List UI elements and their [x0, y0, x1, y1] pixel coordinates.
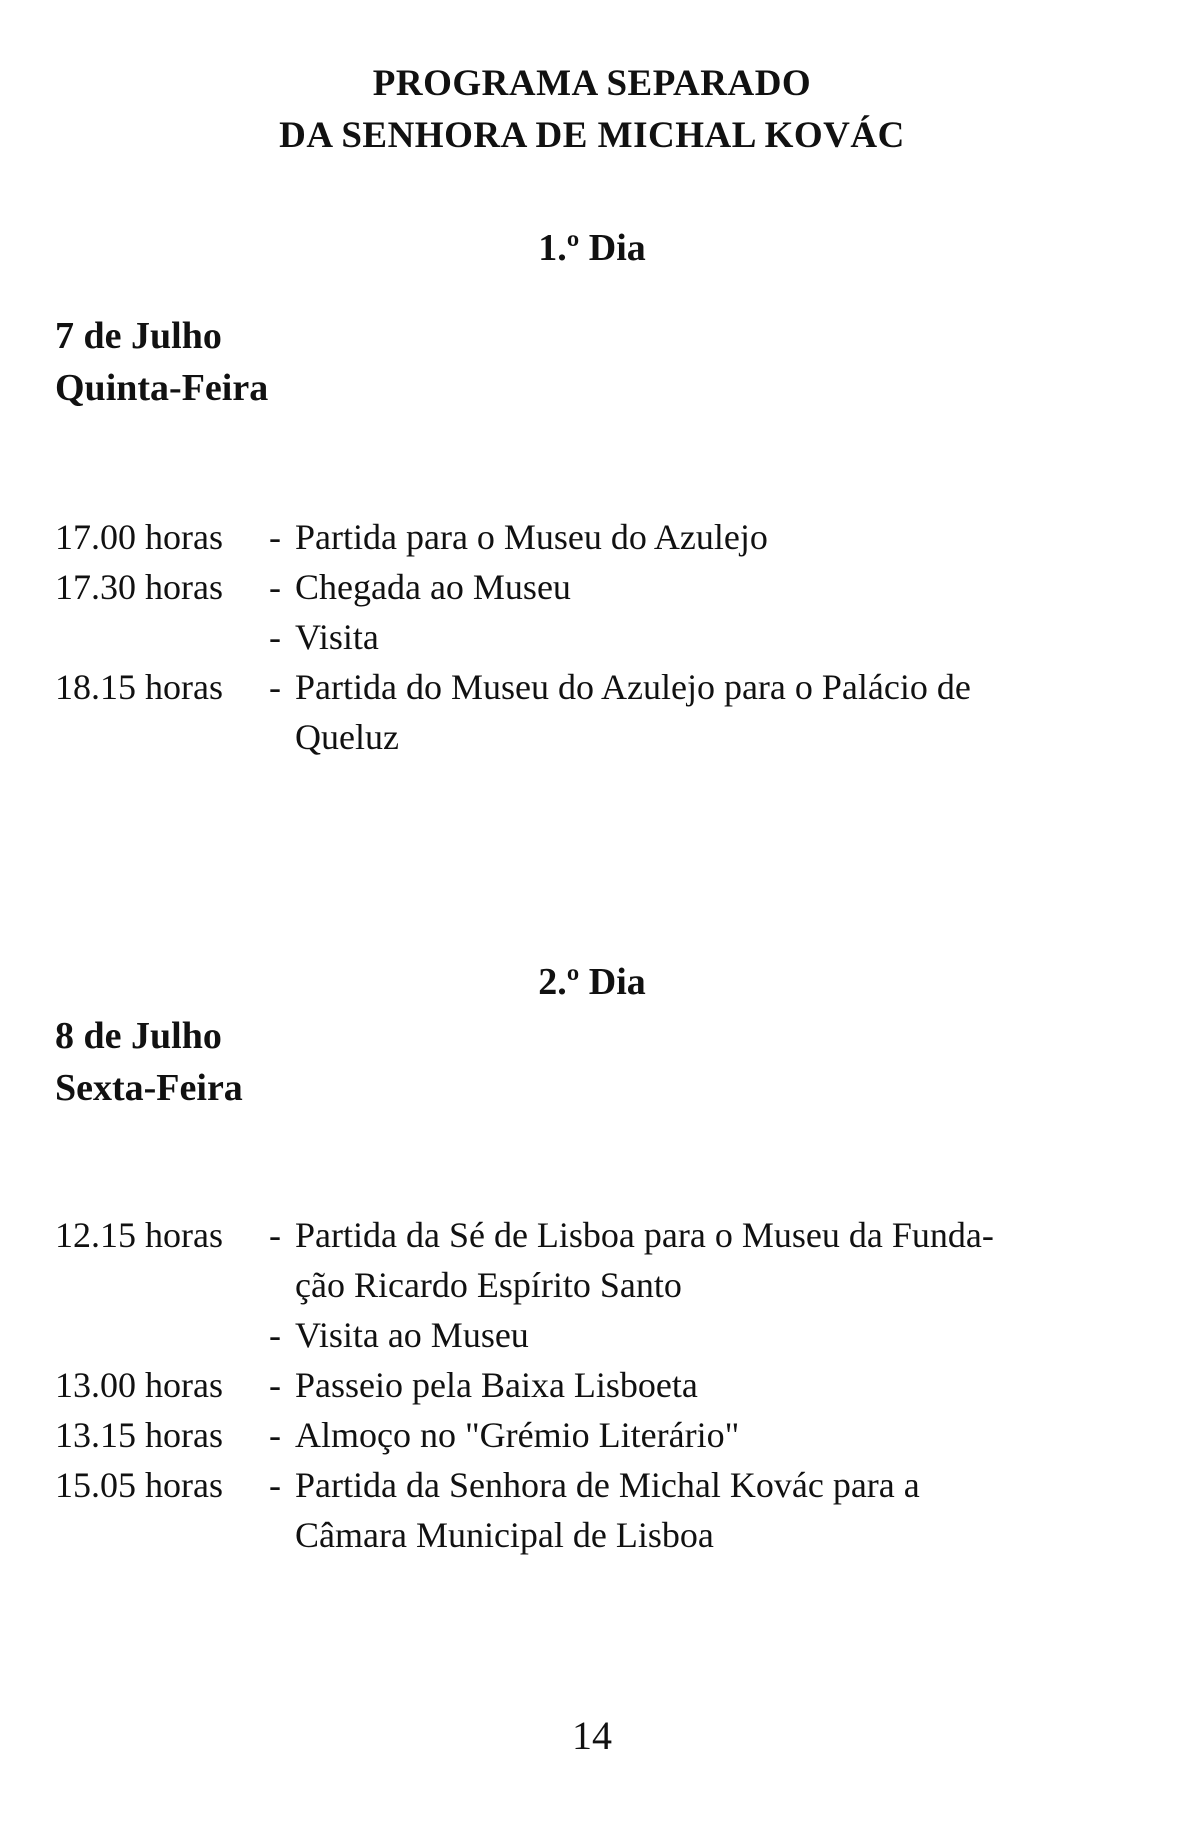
schedule-row: [55, 562, 1135, 612]
schedule-time: 17.00 horas: [55, 517, 223, 557]
schedule-time: 15.05 horas: [55, 1465, 223, 1505]
schedule-description: [295, 662, 1135, 762]
day-2-heading: 2.º Dia: [538, 961, 646, 1003]
day-1-schedule: [55, 512, 1135, 762]
day-2-date-label: 8 de Julho: [55, 1015, 222, 1057]
schedule-dash: -: [269, 1315, 281, 1355]
schedule-text-line: ção Ricardo Espírito Santo: [295, 1265, 682, 1305]
schedule-time: 12.15 horas: [55, 1215, 223, 1255]
schedule-row: [55, 512, 1135, 562]
day-2-weekday: Sexta-Feira: [55, 1067, 243, 1109]
schedule-text-line: Almoço no "Grémio Literário": [295, 1415, 740, 1455]
schedule-row: [55, 1310, 1135, 1360]
title-line-2: DA SENHORA DE MICHAL KOVÁC: [279, 115, 905, 156]
schedule-row: [55, 1210, 1135, 1310]
schedule-text-line: Visita ao Museu: [295, 1315, 529, 1355]
title-line-1: PROGRAMA SEPARADO: [372, 63, 812, 104]
schedule-row: [55, 662, 1135, 762]
schedule-description: [295, 562, 1135, 612]
schedule-description: [295, 612, 1135, 662]
schedule-description: [295, 1310, 1135, 1360]
schedule-time: 13.15 horas: [55, 1415, 223, 1455]
schedule-text-line: Câmara Municipal de Lisboa: [295, 1515, 714, 1555]
day-1-weekday: Quinta-Feira: [55, 367, 269, 409]
schedule-row: [55, 1410, 1135, 1460]
schedule-description: [295, 1210, 1135, 1310]
schedule-dash: -: [269, 1215, 281, 1255]
schedule-dash: -: [269, 667, 281, 707]
schedule-dash: -: [269, 567, 281, 607]
schedule-description: [295, 1360, 1135, 1410]
schedule-text-line: Partida da Senhora de Michal Kovác para a: [295, 1465, 920, 1505]
schedule-row: [55, 1460, 1135, 1560]
schedule-description: [295, 512, 1135, 562]
schedule-text-line: Visita: [295, 617, 379, 657]
schedule-dash: -: [269, 1365, 281, 1405]
day-1-heading: 1.º Dia: [538, 227, 646, 269]
schedule-dash: -: [269, 517, 281, 557]
schedule-text-line: Partida da Sé de Lisboa para o Museu da Funda-: [295, 1215, 994, 1255]
schedule-text-line: Chegada ao Museu: [295, 567, 571, 607]
schedule-dash: -: [269, 1465, 281, 1505]
schedule-text-line: Queluz: [295, 717, 399, 757]
schedule-row: [55, 612, 1135, 662]
page-number: 14: [572, 1713, 612, 1758]
schedule-text-line: Partida do Museu do Azulejo para o Palácio de: [295, 667, 971, 707]
day-2-schedule: [55, 1210, 1135, 1560]
schedule-description: [295, 1460, 1135, 1560]
schedule-text-line: Partida para o Museu do Azulejo: [295, 517, 768, 557]
day-1-date: [55, 310, 268, 414]
day-1-date-label: 7 de Julho: [55, 315, 222, 357]
page-title: [0, 58, 1184, 162]
schedule-row: [55, 1360, 1135, 1410]
schedule-description: [295, 1410, 1135, 1460]
schedule-time: 13.00 horas: [55, 1365, 223, 1405]
day-2-date: [55, 1010, 243, 1114]
schedule-text-line: Passeio pela Baixa Lisboeta: [295, 1365, 698, 1405]
schedule-dash: -: [269, 617, 281, 657]
schedule-dash: -: [269, 1415, 281, 1455]
schedule-time: 18.15 horas: [55, 667, 223, 707]
schedule-time: 17.30 horas: [55, 567, 223, 607]
